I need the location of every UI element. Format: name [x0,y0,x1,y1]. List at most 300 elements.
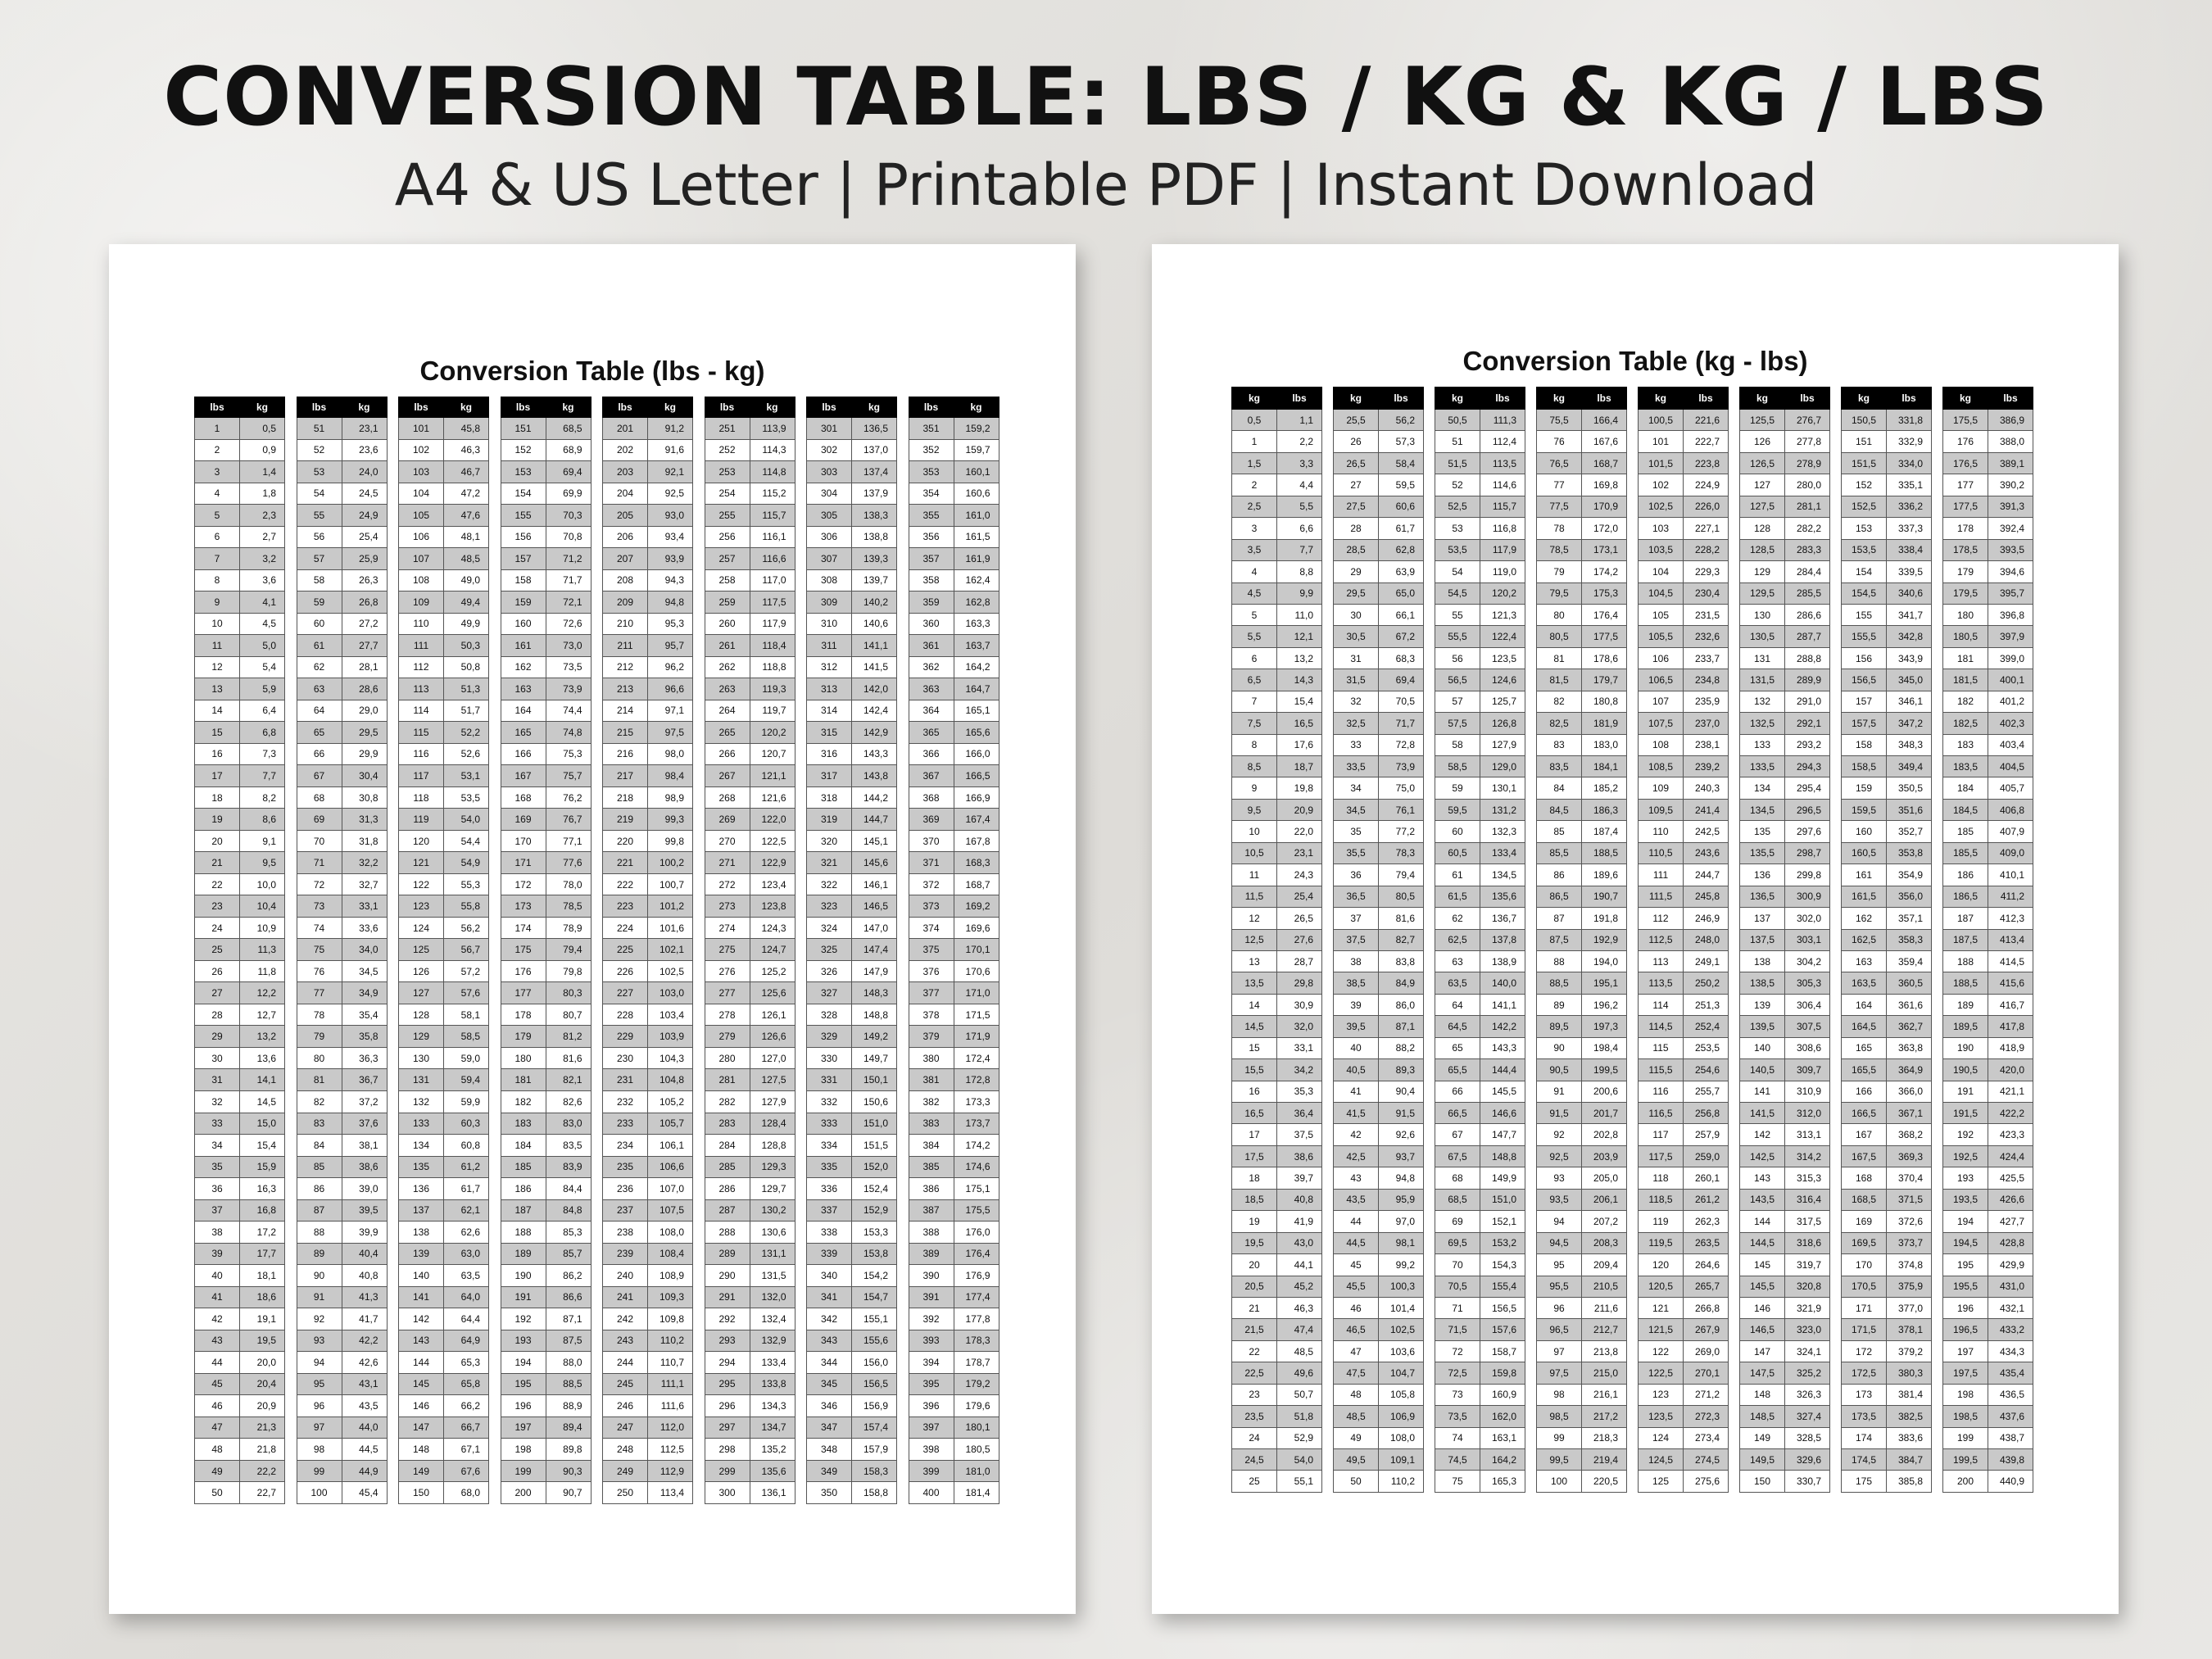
source-value-cell: 84 [1537,777,1582,799]
source-value-cell: 42,5 [1334,1145,1379,1167]
converted-value-cell: 125,6 [750,982,795,1004]
converted-value-cell: 76,1 [1379,799,1424,820]
source-value-cell: 348 [807,1439,852,1461]
converted-value-cell: 46,3 [1277,1297,1322,1318]
converted-value-cell: 352,7 [1887,821,1932,842]
source-value-cell: 298 [705,1439,750,1461]
table-row [1842,1276,1932,1297]
source-value-cell: 100 [297,1482,342,1504]
converted-value-cell: 40,8 [342,1265,387,1287]
source-value-cell: 100 [1537,1471,1582,1492]
source-value-cell: 50 [195,1482,240,1504]
converted-value-cell: 291,0 [1785,691,1830,712]
converted-value-cell: 163,3 [954,613,999,635]
table-row [705,939,795,961]
converted-value-cell: 51,8 [1277,1406,1322,1427]
table-row [501,765,591,787]
table-row [1943,431,2033,452]
column-header: lbs [1988,388,2033,410]
table-row [1537,994,1627,1015]
converted-value-cell: 80,5 [1379,886,1424,907]
converted-value-cell: 389,1 [1988,452,2033,474]
converted-value-cell: 393,5 [1988,539,2033,560]
source-value-cell: 166,5 [1842,1103,1887,1124]
converted-value-cell: 164,2 [1480,1449,1525,1471]
source-value-cell: 119 [399,809,444,831]
table-row [1537,929,1627,950]
source-value-cell: 85,5 [1537,842,1582,863]
converted-value-cell: 165,6 [954,722,999,744]
table-row [1740,734,1830,755]
converted-value-cell: 222,7 [1684,431,1729,452]
converted-value-cell: 324,1 [1785,1340,1830,1362]
converted-value-cell: 13,2 [1277,647,1322,669]
table-row [297,1416,387,1439]
table-row [909,852,999,874]
converted-value-cell: 137,0 [852,439,897,461]
table-row [1842,821,1932,842]
table-row [705,418,795,440]
table-row [1334,452,1424,474]
converted-value-cell: 9,1 [240,830,285,852]
converted-value-cell: 145,5 [1480,1081,1525,1102]
source-value-cell: 45 [195,1373,240,1395]
source-value-cell: 180 [501,1047,546,1069]
source-value-cell: 374 [909,917,954,939]
source-value-cell: 70,5 [1435,1276,1480,1297]
table-row [399,1265,489,1287]
source-value-cell: 353 [909,461,954,483]
table-row [1232,799,1322,820]
table-row [1435,539,1525,560]
source-value-cell: 115,5 [1639,1059,1684,1081]
table-row [399,1395,489,1417]
source-value-cell: 115 [399,722,444,744]
converted-value-cell: 18,6 [240,1286,285,1308]
converted-value-cell: 166,4 [1582,410,1627,431]
table-row [1334,1211,1424,1232]
converted-value-cell: 117,5 [750,592,795,614]
source-value-cell: 305 [807,505,852,527]
source-value-cell: 24,5 [1232,1449,1277,1471]
converted-value-cell: 425,5 [1988,1167,2033,1189]
source-value-cell: 112 [1639,908,1684,929]
source-value-cell: 78 [297,1004,342,1026]
converted-value-cell: 14,1 [240,1069,285,1091]
source-value-cell: 56 [1435,647,1480,669]
source-value-cell: 79 [1537,561,1582,582]
table-row [1334,1319,1424,1340]
source-value-cell: 318 [807,786,852,809]
source-value-cell: 13 [1232,950,1277,972]
converted-value-cell: 119,7 [750,700,795,722]
source-value-cell: 65,5 [1435,1059,1480,1081]
source-value-cell: 107 [399,548,444,570]
source-value-cell: 251 [705,418,750,440]
source-value-cell: 67 [297,765,342,787]
table-row [807,982,897,1004]
converted-value-cell: 205,0 [1582,1167,1627,1189]
source-value-cell: 120 [399,830,444,852]
converted-value-cell: 269,0 [1684,1340,1729,1362]
table-row [1537,799,1627,820]
converted-value-cell: 319,7 [1785,1254,1830,1276]
table-row [297,809,387,831]
converted-value-cell: 216,1 [1582,1384,1627,1405]
source-value-cell: 93 [1537,1167,1582,1189]
converted-value-cell: 66,2 [444,1395,489,1417]
converted-value-cell: 100,2 [648,852,693,874]
converted-value-cell: 64,0 [444,1286,489,1308]
table-row [297,982,387,1004]
converted-value-cell: 43,5 [342,1395,387,1417]
table-row [1435,1471,1525,1492]
converted-value-cell: 341,7 [1887,604,1932,625]
source-value-cell: 51 [297,418,342,440]
converted-value-cell: 86,0 [1379,994,1424,1015]
source-value-cell: 65 [297,722,342,744]
converted-value-cell: 346,1 [1887,691,1932,712]
source-value-cell: 34 [1334,777,1379,799]
table-row [1842,604,1932,625]
converted-value-cell: 142,4 [852,700,897,722]
table-row [297,1482,387,1504]
table-row [1334,626,1424,647]
table-row [1435,1189,1525,1210]
column-header: kg [1740,388,1785,410]
source-value-cell: 389 [909,1243,954,1265]
table-row [1740,561,1830,582]
table-row [1943,1254,2033,1276]
table-row [501,569,591,592]
converted-value-cell: 98,9 [648,786,693,809]
source-value-cell: 162 [1842,908,1887,929]
converted-value-cell: 66,1 [1379,604,1424,625]
table-row [807,1156,897,1178]
table-row [1537,647,1627,669]
source-value-cell: 113 [399,678,444,700]
table-row [1435,604,1525,625]
table-row [501,939,591,961]
converted-value-cell: 149,9 [1480,1167,1525,1189]
source-value-cell: 89 [1537,994,1582,1015]
table-row [1232,864,1322,886]
source-value-cell: 46 [1334,1297,1379,1318]
column-header: kg [648,397,693,418]
source-value-cell: 233 [603,1113,648,1135]
converted-value-cell: 163,7 [954,635,999,657]
converted-value-cell: 299,8 [1785,864,1830,886]
converted-value-cell: 111,6 [648,1395,693,1417]
converted-value-cell: 154,7 [852,1286,897,1308]
source-value-cell: 152 [501,439,546,461]
converted-value-cell: 276,7 [1785,410,1830,431]
source-value-cell: 196 [1943,1297,1988,1318]
column-header: lbs [807,397,852,418]
source-value-cell: 153 [1842,518,1887,539]
converted-value-cell: 39,7 [1277,1167,1322,1189]
converted-value-cell: 351,6 [1887,799,1932,820]
converted-value-cell: 362,7 [1887,1016,1932,1037]
table-row [807,1069,897,1091]
source-value-cell: 40 [1334,1037,1379,1058]
converted-value-cell: 82,6 [546,1090,591,1113]
source-value-cell: 48 [195,1439,240,1461]
converted-value-cell: 12,7 [240,1004,285,1026]
source-value-cell: 111 [1639,864,1684,886]
source-value-cell: 152 [1842,474,1887,496]
table-row [807,939,897,961]
source-value-cell: 151 [501,418,546,440]
table-row [1943,1276,2033,1297]
table-row [1943,1340,2033,1362]
source-value-cell: 55,5 [1435,626,1480,647]
table-row [195,1178,285,1200]
table-row [807,1265,897,1287]
table-row [1842,561,1932,582]
converted-value-cell: 73,9 [546,678,591,700]
source-value-cell: 2,5 [1232,496,1277,517]
source-value-cell: 271 [705,852,750,874]
converted-value-cell: 41,7 [342,1308,387,1330]
table-row [1842,799,1932,820]
table-header-row [603,397,693,418]
converted-value-cell: 122,9 [750,852,795,874]
source-value-cell: 128,5 [1740,539,1785,560]
source-value-cell: 46 [195,1395,240,1417]
table-row [1435,518,1525,539]
source-value-cell: 102 [1639,474,1684,496]
converted-value-cell: 120,2 [750,722,795,744]
source-value-cell: 121,5 [1639,1319,1684,1340]
table-row [297,1460,387,1482]
converted-value-cell: 173,1 [1582,539,1627,560]
converted-value-cell: 162,8 [954,592,999,614]
converted-value-cell: 176,9 [954,1265,999,1287]
table-row [1537,1362,1627,1384]
source-value-cell: 160,5 [1842,842,1887,863]
converted-value-cell: 112,9 [648,1460,693,1482]
table-row [807,592,897,614]
converted-value-cell: 4,5 [240,613,285,635]
converted-value-cell: 11,8 [240,960,285,982]
source-value-cell: 135 [1740,821,1785,842]
converted-value-cell: 127,5 [750,1069,795,1091]
converted-value-cell: 195,1 [1582,972,1627,994]
source-value-cell: 3 [1232,518,1277,539]
source-value-cell: 29 [1334,561,1379,582]
table-row [603,982,693,1004]
source-value-cell: 57,5 [1435,713,1480,734]
converted-value-cell: 50,3 [444,635,489,657]
converted-value-cell: 67,1 [444,1439,489,1461]
source-value-cell: 18,5 [1232,1189,1277,1210]
table-row [1334,864,1424,886]
table-row [399,678,489,700]
converted-value-cell: 308,6 [1785,1037,1830,1058]
table-row [1639,799,1729,820]
table-row [1435,1340,1525,1362]
source-value-cell: 168,5 [1842,1189,1887,1210]
converted-value-cell: 10,4 [240,895,285,918]
converted-value-cell: 266,8 [1684,1297,1729,1318]
lbs-to-kg-table-group [194,397,999,1504]
table-row [1639,1189,1729,1210]
table-row [297,505,387,527]
source-value-cell: 23 [195,895,240,918]
converted-value-cell: 103,4 [648,1004,693,1026]
source-value-cell: 297 [705,1416,750,1439]
table-row [297,1352,387,1374]
converted-value-cell: 228,2 [1684,539,1729,560]
table-row [195,1026,285,1048]
table-row [603,960,693,982]
source-value-cell: 123,5 [1639,1406,1684,1427]
table-row [1537,821,1627,842]
converted-value-cell: 98,0 [648,743,693,765]
source-value-cell: 40 [195,1265,240,1287]
converted-value-cell: 386,9 [1988,410,2033,431]
converted-value-cell: 24,0 [342,461,387,483]
source-value-cell: 330 [807,1047,852,1069]
converted-value-cell: 96,2 [648,656,693,678]
source-value-cell: 270 [705,830,750,852]
table-row [1537,410,1627,431]
source-value-cell: 197,5 [1943,1362,1988,1384]
source-value-cell: 184,5 [1943,799,1988,820]
converted-value-cell: 332,9 [1887,431,1932,452]
source-value-cell: 157 [501,548,546,570]
source-value-cell: 3 [195,461,240,483]
source-value-cell: 268 [705,786,750,809]
table-header-row [1842,388,1932,410]
converted-value-cell: 22,0 [1277,821,1322,842]
converted-value-cell: 410,1 [1988,864,2033,886]
converted-value-cell: 374,8 [1887,1254,1932,1276]
source-value-cell: 173 [1842,1384,1887,1405]
source-value-cell: 148 [399,1439,444,1461]
converted-value-cell: 11,0 [1277,604,1322,625]
table-row [1639,1037,1729,1058]
converted-value-cell: 296,5 [1785,799,1830,820]
table-row [1232,604,1322,625]
source-value-cell: 138 [1740,950,1785,972]
converted-value-cell: 47,6 [444,505,489,527]
table-row [1435,410,1525,431]
table-row [603,1395,693,1417]
table-row [399,960,489,982]
source-value-cell: 107 [1639,691,1684,712]
converted-value-cell: 194,0 [1582,950,1627,972]
source-value-cell: 218 [603,786,648,809]
table-row [1943,1059,2033,1081]
table-row [705,1330,795,1352]
table-row [603,678,693,700]
table-row [909,809,999,831]
converted-value-cell: 32,7 [342,873,387,895]
table-row [1334,582,1424,604]
source-value-cell: 273 [705,895,750,918]
table-row [1232,1319,1322,1340]
converted-value-cell: 413,4 [1988,929,2033,950]
sheet-title: Conversion Table (lbs - kg) [419,356,765,386]
source-value-cell: 185 [501,1156,546,1178]
converted-value-cell: 251,3 [1684,994,1729,1015]
converted-value-cell: 249,1 [1684,950,1729,972]
converted-value-cell: 69,4 [546,461,591,483]
converted-value-cell: 27,7 [342,635,387,657]
table-header-row [807,397,897,418]
table-row [1842,1319,1932,1340]
converted-value-cell: 74,8 [546,722,591,744]
source-value-cell: 53 [1435,518,1480,539]
source-value-cell: 351 [909,418,954,440]
converted-value-cell: 69,9 [546,483,591,505]
table-row [1842,1362,1932,1384]
table-row [1232,410,1322,431]
source-value-cell: 209 [603,592,648,614]
table-row [603,526,693,548]
converted-value-cell: 129,3 [750,1156,795,1178]
source-value-cell: 139,5 [1740,1016,1785,1037]
table-row [195,1113,285,1135]
table-row [909,483,999,505]
converted-value-cell: 63,0 [444,1243,489,1265]
source-value-cell: 345 [807,1373,852,1395]
converted-value-cell: 116,8 [1480,518,1525,539]
converted-value-cell: 8,2 [240,786,285,809]
conversion-table-column [194,397,285,1504]
source-value-cell: 11 [1232,864,1277,886]
source-value-cell: 286 [705,1178,750,1200]
source-value-cell: 179,5 [1943,582,1988,604]
converted-value-cell: 135,6 [750,1460,795,1482]
table-row [195,1416,285,1439]
source-value-cell: 159,5 [1842,799,1887,820]
table-row [1740,756,1830,777]
source-value-cell: 30,5 [1334,626,1379,647]
converted-value-cell: 117,9 [1480,539,1525,560]
source-value-cell: 254 [705,483,750,505]
source-value-cell: 69 [1435,1211,1480,1232]
source-value-cell: 110,5 [1639,842,1684,863]
table-row [195,526,285,548]
table-row [1842,777,1932,799]
table-row [1740,518,1830,539]
source-value-cell: 115 [1639,1037,1684,1058]
source-value-cell: 108 [1639,734,1684,755]
table-row [1842,518,1932,539]
table-row [501,1265,591,1287]
converted-value-cell: 27,6 [1277,929,1322,950]
source-value-cell: 196 [501,1395,546,1417]
converted-value-cell: 61,7 [1379,518,1424,539]
source-value-cell: 27 [195,982,240,1004]
source-value-cell: 100,5 [1639,410,1684,431]
table-row [603,1156,693,1178]
converted-value-cell: 62,6 [444,1222,489,1244]
converted-value-cell: 35,8 [342,1026,387,1048]
source-value-cell: 158 [501,569,546,592]
source-value-cell: 163,5 [1842,972,1887,994]
source-value-cell: 38,5 [1334,972,1379,994]
converted-value-cell: 111,3 [1480,410,1525,431]
converted-value-cell: 110,2 [1379,1471,1424,1492]
source-value-cell: 81,5 [1537,669,1582,691]
converted-value-cell: 129,7 [750,1178,795,1200]
converted-value-cell: 363,8 [1887,1037,1932,1058]
source-value-cell: 156 [1842,647,1887,669]
